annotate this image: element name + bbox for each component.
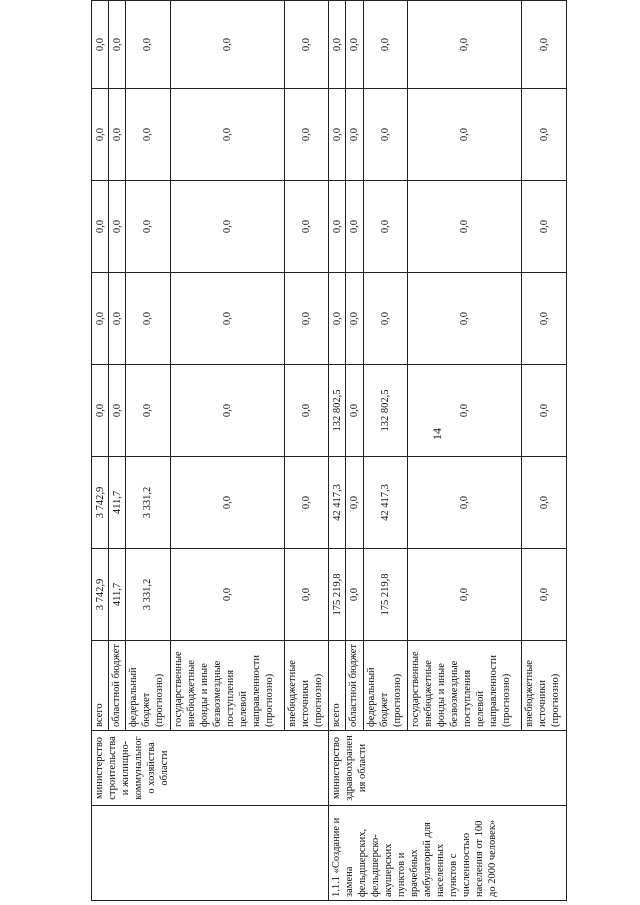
value-cell: 0,0 [522,1,567,89]
value-cell: 132 802,5 [329,365,346,457]
source-name-cell: федеральный бюджет (прогнозно) [126,641,171,731]
value-cell: 0,0 [170,1,284,89]
value-cell: 0,0 [522,273,567,365]
value-cell: 0,0 [522,181,567,273]
value-cell: 0,0 [109,1,126,89]
value-cell: 0,0 [522,549,567,641]
value-cell: 0,0 [363,181,408,273]
value-cell: 0,0 [126,89,171,181]
activity-cell [92,806,329,901]
rotated-table-wrapper [91,1,567,901]
value-cell: 411,7 [109,549,126,641]
value-cell: 0,0 [170,457,284,549]
page-number: 14 [430,428,444,440]
budget-table [91,0,567,901]
value-cell: 0,0 [346,457,363,549]
value-cell: 0,0 [284,1,329,89]
source-name-cell: областной бюджет [109,641,126,731]
value-cell: 0,0 [92,365,109,457]
value-cell: 0,0 [408,1,522,89]
source-name-cell: всего [92,641,109,731]
activity-cell: 1.1.1 «Создание и замена фельдшерских, фельдшерско-акушерских пунктов и врачебных амбулаторий для населенных пунктов с численностью населения от 100 до 2000 человек» [329,806,567,901]
value-cell: 0,0 [284,273,329,365]
value-cell: 0,0 [522,365,567,457]
value-cell: 0,0 [92,273,109,365]
value-cell: 0,0 [408,181,522,273]
source-name-cell: внебюджетные источники (прогнозно) [284,641,329,731]
value-cell: 0,0 [170,181,284,273]
table-body [92,1,567,901]
value-cell: 0,0 [126,273,171,365]
value-cell: 0,0 [170,549,284,641]
value-cell: 0,0 [346,89,363,181]
source-name-cell: государственные внебюджетные фонды и иные безвозмездные поступления целевой направленности (прогнозно) [408,641,522,731]
value-cell: 175 219,8 [363,549,408,641]
value-cell: 0,0 [408,457,522,549]
value-cell: 0,0 [346,1,363,89]
value-cell: 0,0 [329,273,346,365]
value-cell: 0,0 [329,89,346,181]
value-cell: 0,0 [109,273,126,365]
value-cell: 0,0 [284,457,329,549]
value-cell: 0,0 [408,365,522,457]
value-cell: 3 742,9 [92,457,109,549]
value-cell: 42 417,3 [363,457,408,549]
value-cell: 0,0 [170,365,284,457]
value-cell: 0,0 [126,1,171,89]
value-cell: 0,0 [92,1,109,89]
value-cell: 0,0 [170,89,284,181]
value-cell: 0,0 [170,273,284,365]
value-cell: 0,0 [522,89,567,181]
value-cell: 0,0 [408,549,522,641]
value-cell: 0,0 [109,89,126,181]
executor-cell: министерство здравоохранения области [329,731,567,806]
value-cell: 0,0 [346,273,363,365]
source-name-cell: областной бюджет [346,641,363,731]
value-cell: 0,0 [329,181,346,273]
value-cell: 0,0 [284,181,329,273]
value-cell: 0,0 [346,549,363,641]
value-cell: 0,0 [92,89,109,181]
value-cell: 0,0 [363,1,408,89]
table-row [329,1,346,901]
value-cell: 0,0 [522,457,567,549]
value-cell: 3 331,2 [126,457,171,549]
source-name-cell: внебюджетные источники (прогнозно) [522,641,567,731]
value-cell: 0,0 [346,365,363,457]
value-cell: 0,0 [329,1,346,89]
value-cell: 3 742,9 [92,549,109,641]
value-cell: 42 417,3 [329,457,346,549]
source-name-cell: федеральный бюджет (прогнозно) [363,641,408,731]
value-cell: 3 331,2 [126,549,171,641]
value-cell: 132 802,5 [363,365,408,457]
value-cell: 0,0 [363,273,408,365]
value-cell: 0,0 [126,181,171,273]
source-name-cell: государственные внебюджетные фонды и иные безвозмездные поступления целевой направленности (прогнозно) [170,641,284,731]
value-cell: 0,0 [363,89,408,181]
value-cell: 0,0 [284,549,329,641]
value-cell: 0,0 [408,273,522,365]
value-cell: 0,0 [109,181,126,273]
value-cell: 0,0 [109,365,126,457]
value-cell: 0,0 [284,89,329,181]
executor-cell: министерство строительства и жилищно-коммунального хозяйства области [92,731,329,806]
value-cell: 175 219,8 [329,549,346,641]
table-row [92,1,109,901]
source-name-cell: всего [329,641,346,731]
value-cell: 0,0 [408,89,522,181]
value-cell: 0,0 [284,365,329,457]
value-cell: 0,0 [346,181,363,273]
value-cell: 411,7 [109,457,126,549]
value-cell: 0,0 [126,365,171,457]
value-cell: 0,0 [92,181,109,273]
